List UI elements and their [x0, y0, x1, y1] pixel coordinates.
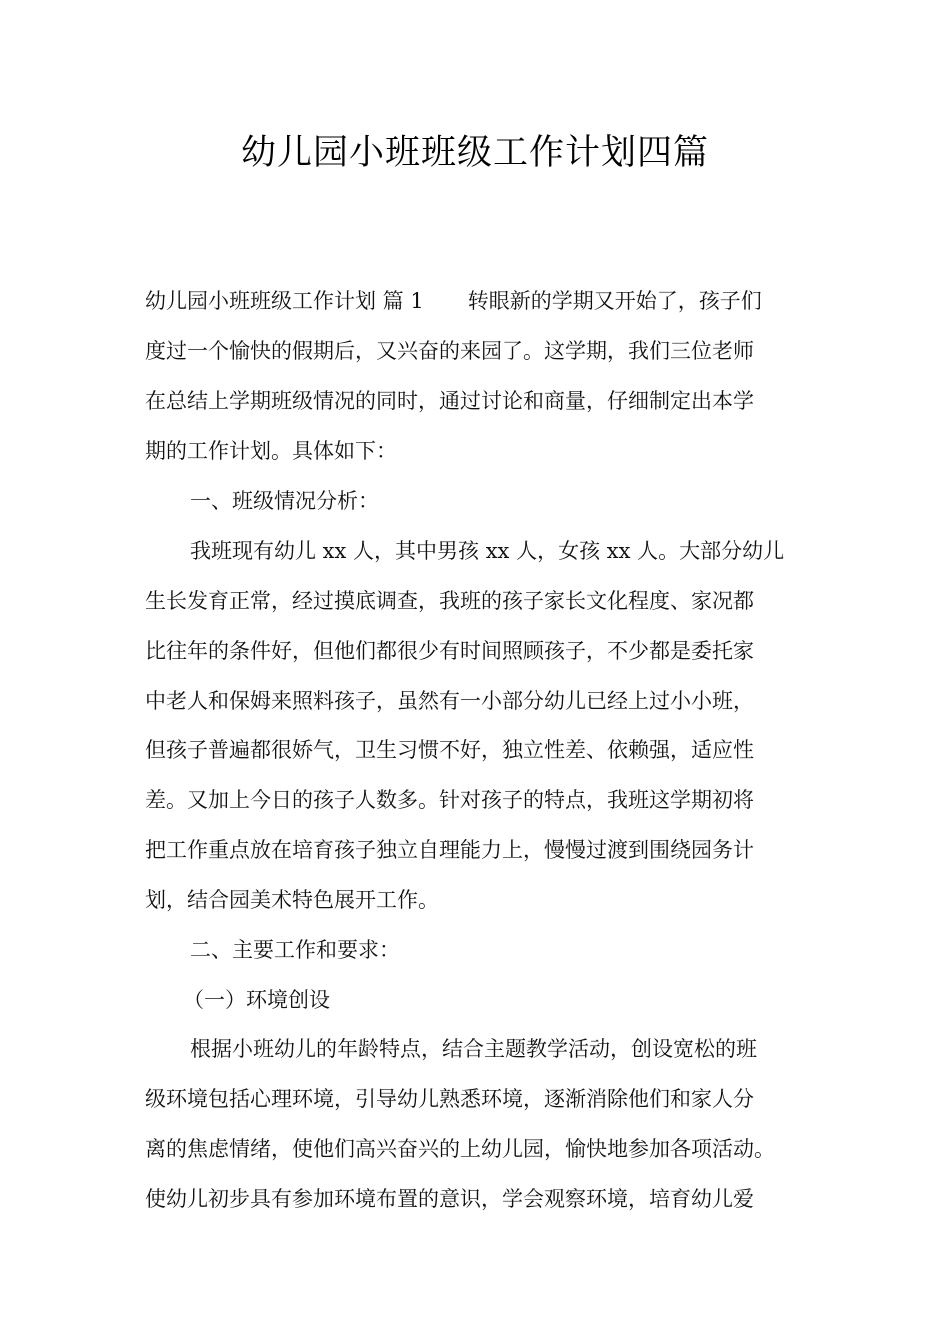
subsection-heading: （一）环境创设: [183, 988, 330, 1012]
paragraph-line: 比往年的条件好，但他们都很少有时间照顾孩子，不少都是委托家: [145, 639, 754, 663]
paragraph-line: 使幼儿初步具有参加环境布置的意识，学会观察环境，培育幼儿爱: [145, 1187, 754, 1211]
paragraph-line: 根据小班幼儿的年龄特点，结合主题教学活动，创设宽松的班: [190, 1037, 757, 1061]
paragraph-line: 在总结上学期班级情况的同时，通过讨论和商量，仔细制定出本学: [145, 389, 754, 413]
paragraph-line: [145, 284, 835, 318]
paragraph-line: 级环境包括心理环境，引导幼儿熟悉环境，逐渐消除他们和家人分: [145, 1087, 754, 1111]
paragraph-line: 期的工作计划。具体如下：: [145, 439, 397, 463]
paragraph-line: 中老人和保姆来照料孩子，虽然有一小部分幼儿已经上过小小班，: [145, 689, 754, 713]
paragraph-line: 把工作重点放在培育孩子独立自理能力上，慢慢过渡到围绕园务计: [145, 838, 754, 862]
paragraph-line: 离的焦虑情绪，使他们高兴奋兴的上幼儿园，愉快地参加各项活动。: [145, 1137, 775, 1161]
document-title: 幼儿园小班班级工作计划四篇: [240, 133, 709, 173]
paragraph-text: 转眼新的学期又开始了，孩子们: [467, 289, 762, 313]
paragraph-line: 但孩子普遍都很娇气，卫生习惯不好，独立性差、依赖强，适应性: [145, 738, 754, 762]
section-heading: 一、班级情况分析：: [190, 489, 379, 513]
paragraph-line: 划，结合园美术特色展开工作。: [145, 888, 439, 912]
section-heading: 二、主要工作和要求：: [190, 938, 400, 962]
paragraph-line: 生长发育正常，经过摸底调查，我班的孩子家长文化程度、家况都: [145, 589, 754, 613]
paragraph-line: 度过一个愉快的假期后，又兴奋的来园了。这学期，我们三位老师: [145, 339, 754, 363]
paragraph-line: 差。又加上今日的孩子人数多。针对孩子的特点，我班这学期初将: [145, 788, 754, 812]
section-heading-inline: 幼儿园小班班级工作计划 篇 1: [145, 289, 424, 313]
paragraph-line: 我班现有幼儿 xx 人，其中男孩 xx 人，女孩 xx 人。大部分幼儿: [190, 539, 785, 563]
